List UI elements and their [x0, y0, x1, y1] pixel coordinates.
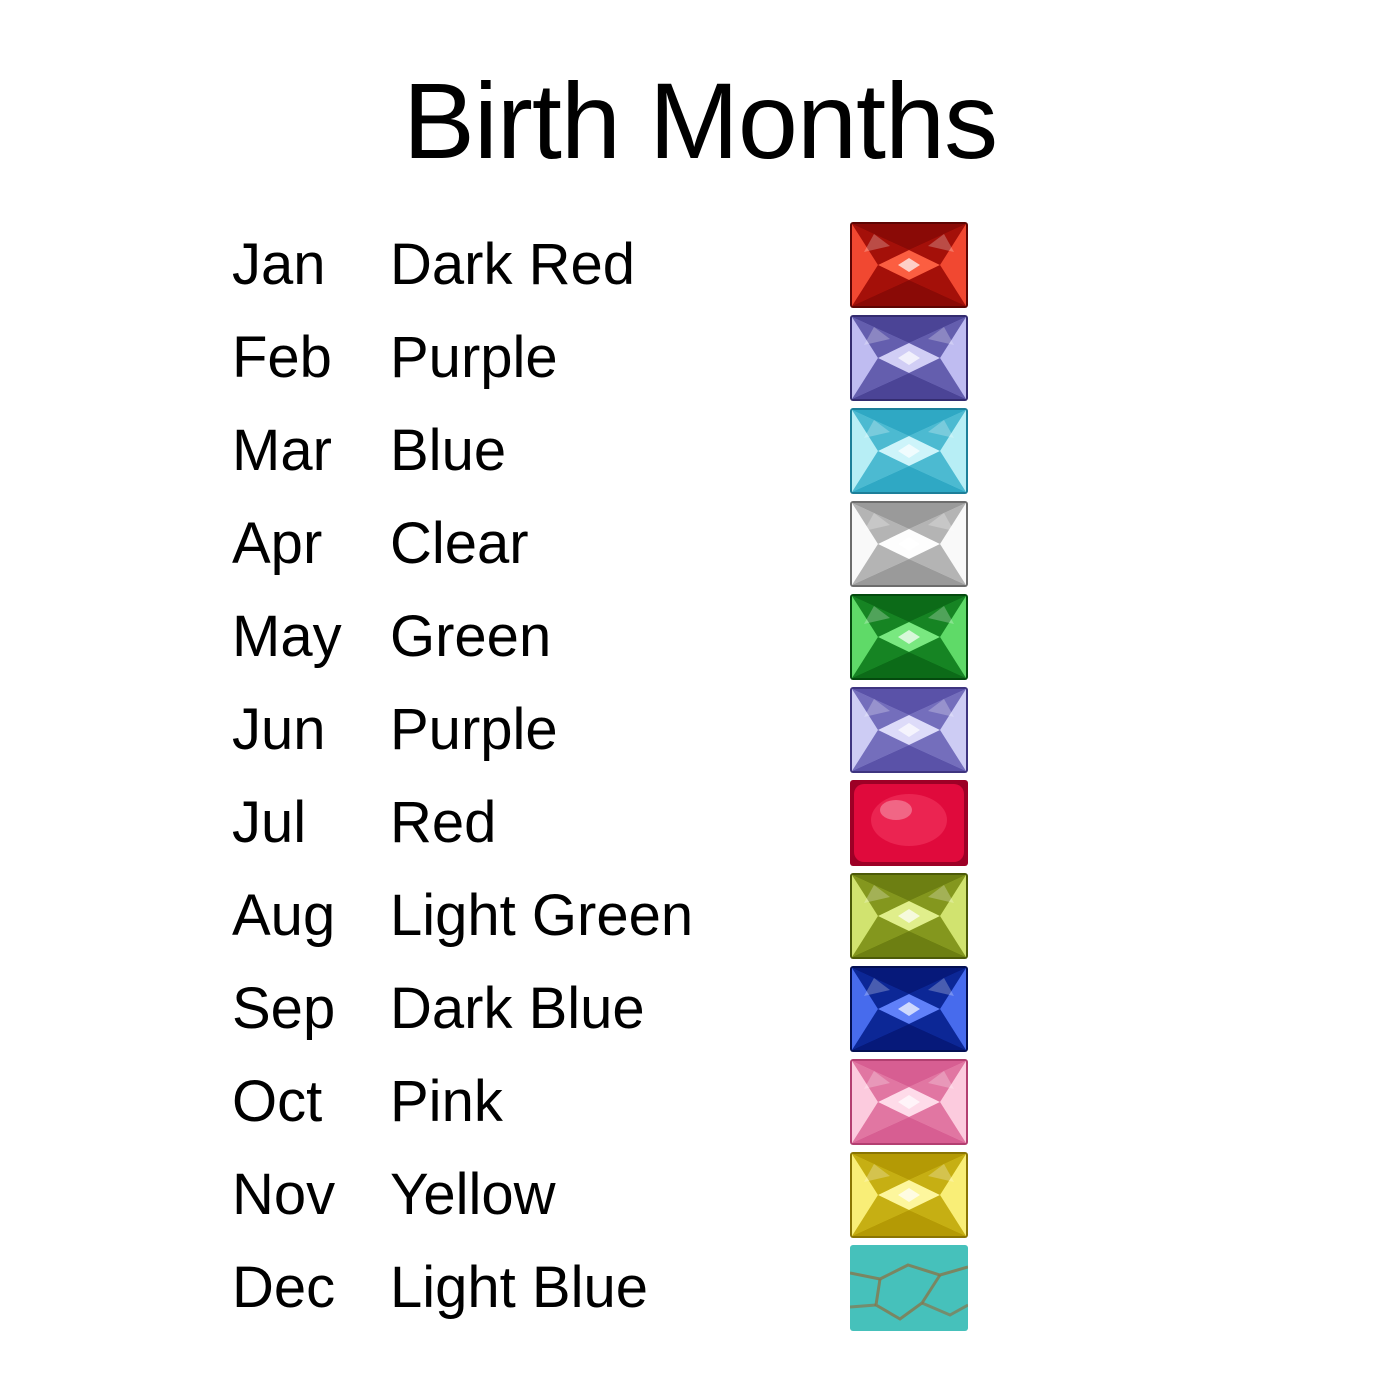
table-row [0, 776, 1400, 869]
gem-cell [850, 501, 1050, 587]
table-row [0, 497, 1400, 590]
color-label: Pink [390, 1068, 503, 1134]
color-label: Red [390, 789, 497, 855]
gem-cell [850, 594, 1050, 680]
month-label: Nov [232, 1161, 336, 1227]
emerald-gem [850, 594, 968, 680]
table-row [0, 1241, 1400, 1334]
amethyst-gem [850, 315, 968, 401]
month-label: Jan [232, 231, 326, 297]
month-label: Jun [232, 696, 326, 762]
color-label: Dark Red [390, 231, 635, 297]
gem-cell [850, 966, 1050, 1052]
table-row [0, 1148, 1400, 1241]
table-row [0, 962, 1400, 1055]
table-row [0, 683, 1400, 776]
table-row [0, 590, 1400, 683]
garnet-gem [850, 222, 968, 308]
gem-cell [850, 1245, 1050, 1331]
color-label: Blue [390, 417, 507, 483]
color-label: Purple [390, 696, 558, 762]
turquoise-gem [850, 1245, 968, 1331]
aquamarine-gem [850, 408, 968, 494]
color-label: Dark Blue [390, 975, 645, 1041]
gem-cell [850, 780, 1050, 866]
month-label: Oct [232, 1068, 323, 1134]
month-label: Dec [232, 1254, 336, 1320]
alexandrite-gem [850, 687, 968, 773]
month-label: Aug [232, 882, 336, 948]
birth-months-table [0, 218, 1400, 1334]
page-title: Birth Months [402, 60, 998, 181]
tourmaline-gem [850, 1059, 968, 1145]
month-label: May [232, 603, 342, 669]
month-label: Feb [232, 324, 332, 390]
table-row [0, 218, 1400, 311]
table-row [0, 1055, 1400, 1148]
gem-cell [850, 687, 1050, 773]
color-label: Light Blue [390, 1254, 648, 1320]
gem-cell [850, 1152, 1050, 1238]
month-label: Mar [232, 417, 332, 483]
citrine-gem [850, 1152, 968, 1238]
gem-cell [850, 315, 1050, 401]
month-label: Sep [232, 975, 336, 1041]
gem-cell [850, 222, 1050, 308]
gem-cell [850, 873, 1050, 959]
peridot-gem [850, 873, 968, 959]
gem-cell [850, 1059, 1050, 1145]
color-label: Green [390, 603, 552, 669]
color-label: Light Green [390, 882, 694, 948]
color-label: Purple [390, 324, 558, 390]
table-row [0, 404, 1400, 497]
diamond-gem [850, 501, 968, 587]
gem-cell [850, 408, 1050, 494]
color-label: Clear [390, 510, 529, 576]
table-row [0, 869, 1400, 962]
table-row [0, 311, 1400, 404]
color-label: Yellow [390, 1161, 556, 1227]
month-label: Jul [232, 789, 307, 855]
sapphire-gem [850, 966, 968, 1052]
month-label: Apr [232, 510, 323, 576]
ruby-gem [850, 780, 968, 866]
